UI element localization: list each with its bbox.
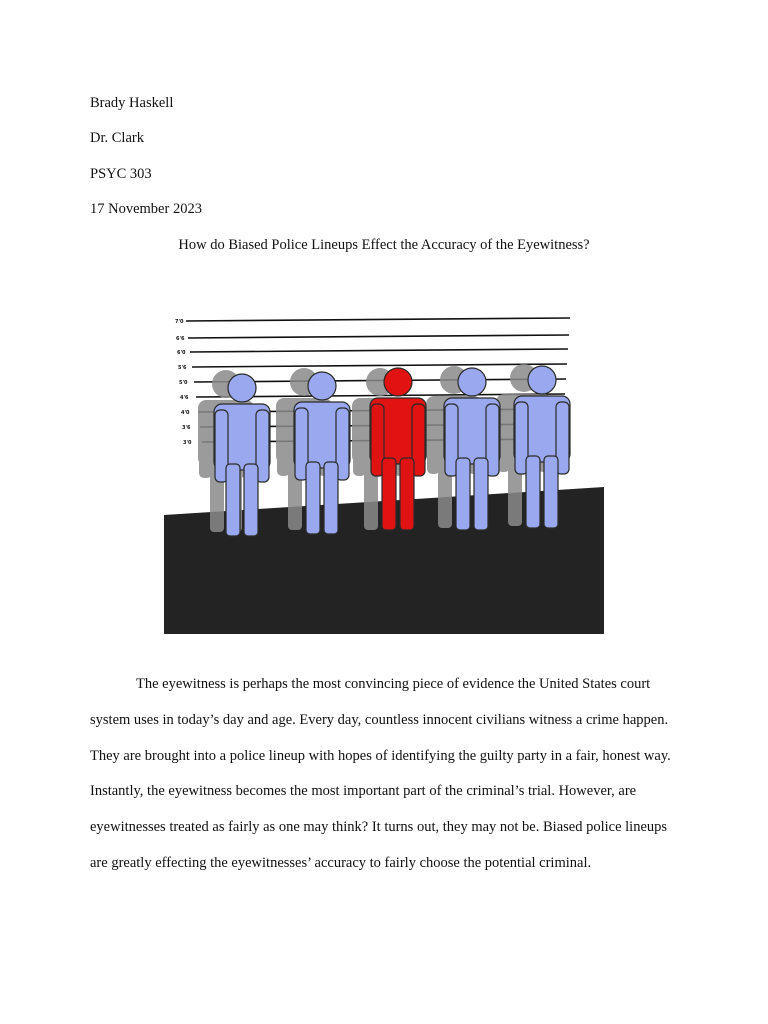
height-mark: 6'0 xyxy=(177,350,186,356)
lineup-illustration xyxy=(164,310,604,634)
instructor-name: Dr. Clark xyxy=(90,130,144,146)
height-mark: 3'0 xyxy=(183,440,192,446)
height-mark: 4'6 xyxy=(180,395,189,401)
intro-paragraph: The eyewitness is perhaps the most convincing piece of evidence the United States court system uses in today’s day and age. Every day, countless innocent civilians witness a crime happen. They are brought into a police lineup with hopes of identifying the guilty party in a fair, honest way. Instantly, the eyewitness becomes the most important part of the criminal’s trial. However, are eyewitnesses treated as fairly as one may think? It turns out, they may not be. Biased police lineups are greatly effecting the eyewitnesses’ accuracy to fairly choose the potential criminal. xyxy=(90,676,671,871)
height-mark: 4'0 xyxy=(181,410,190,416)
paper-title: How do Biased Police Lineups Effect the Accuracy of the Eyewitness? xyxy=(178,237,590,253)
height-mark: 7'0 xyxy=(175,319,184,325)
height-mark: 3'6 xyxy=(182,425,191,431)
height-mark: 5'0 xyxy=(179,380,188,386)
author-name: Brady Haskell xyxy=(90,95,174,111)
height-mark: 6'6 xyxy=(176,336,185,342)
course-code: PSYC 303 xyxy=(90,166,152,182)
height-mark: 5'6 xyxy=(178,365,187,371)
paper-date: 17 November 2023 xyxy=(90,201,202,217)
